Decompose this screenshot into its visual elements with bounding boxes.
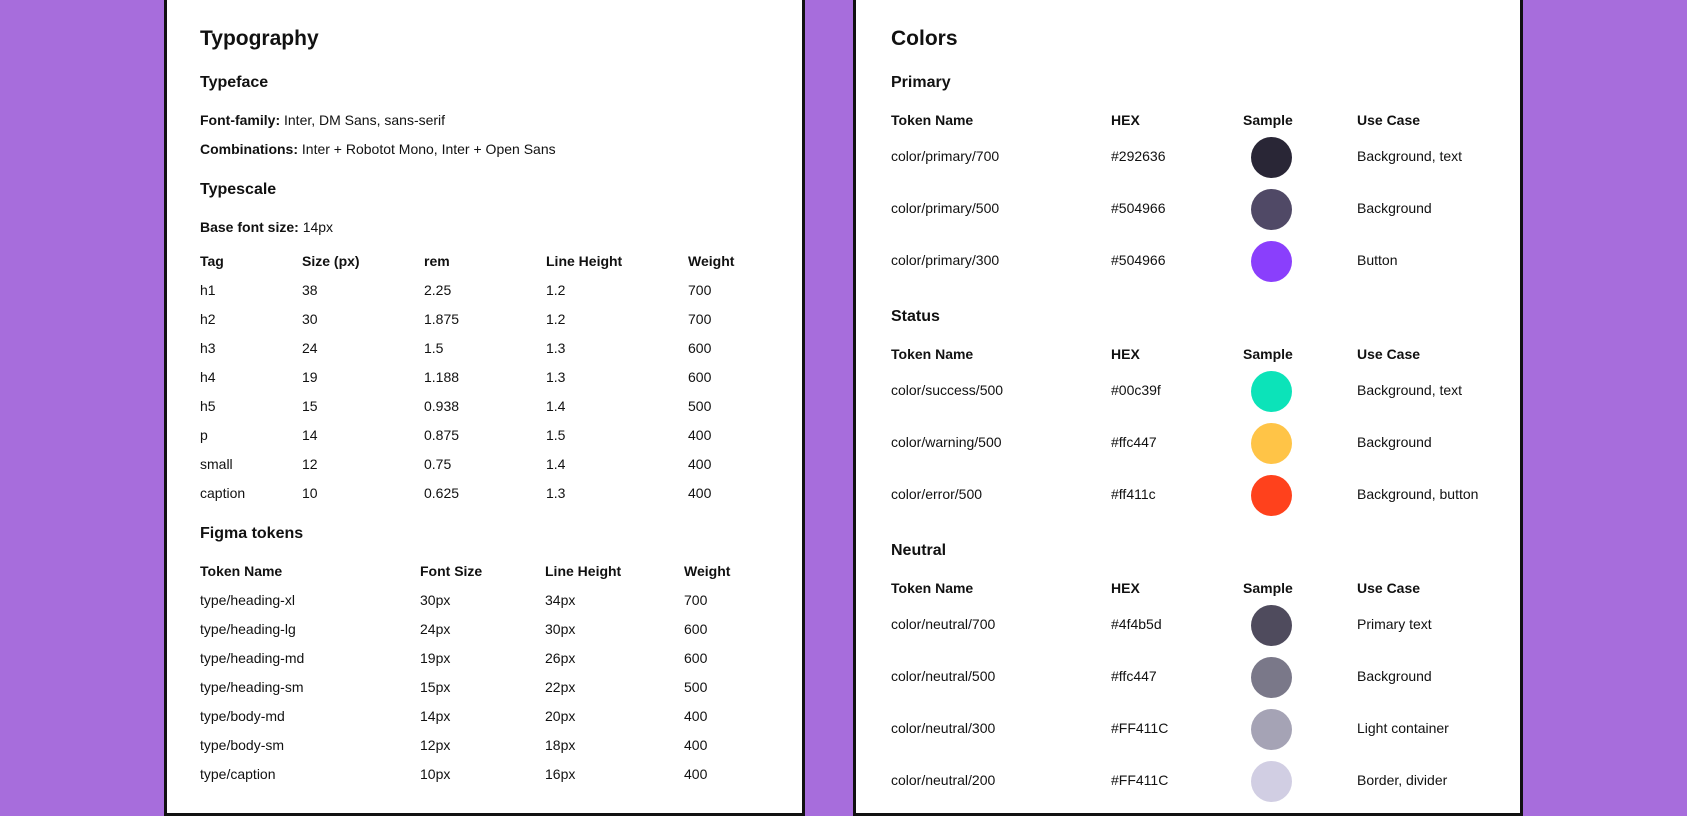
figma-token-cell: 600 — [684, 650, 708, 666]
figma-token-row — [200, 766, 760, 795]
figma-token-cell: type/heading-xl — [200, 592, 295, 608]
neutral-heading: Neutral — [891, 542, 947, 559]
figma-token-row — [200, 592, 760, 621]
typescale-row — [200, 456, 760, 485]
figma-col-font-size: Font Size — [420, 563, 483, 579]
use-case: Background, text — [1357, 382, 1463, 398]
primary-col-sample: Sample — [1243, 112, 1293, 128]
figma-token-row — [200, 708, 760, 737]
figma-token-row — [200, 679, 760, 708]
status-heading: Status — [891, 308, 940, 325]
base-font-size-value: 14px — [298, 219, 334, 235]
primary-body — [891, 132, 1511, 288]
base-font-size-line — [200, 219, 333, 235]
figma-col-line-height: Line Height — [545, 563, 622, 579]
typescale-cell: 600 — [688, 369, 712, 385]
figma-token-cell: 700 — [684, 592, 708, 608]
typescale-row — [200, 485, 760, 514]
typescale-col-weight: Weight — [688, 253, 735, 269]
typescale-cell: small — [200, 456, 233, 472]
primary-color-row — [891, 236, 1511, 288]
typescale-row — [200, 311, 760, 340]
figma-token-cell: type/body-md — [200, 708, 285, 724]
figma-token-cell: 19px — [420, 650, 451, 666]
typescale-cell: 400 — [688, 427, 712, 443]
typescale-cell: 1.3 — [546, 369, 566, 385]
typescale-cell: caption — [200, 485, 246, 501]
font-family-label: Font-family: — [200, 112, 281, 128]
typescale-cell: 1.5 — [424, 340, 444, 356]
figma-tokens-heading: Figma tokens — [200, 525, 304, 542]
typescale-cell: 24 — [302, 340, 318, 356]
color-swatch — [1251, 241, 1292, 282]
typescale-cell: 0.625 — [424, 485, 460, 501]
typescale-cell: 10 — [302, 485, 318, 501]
typescale-cell: h5 — [200, 398, 216, 414]
status-color-row — [891, 470, 1511, 522]
color-swatch — [1251, 761, 1292, 802]
typescale-cell: 1.2 — [546, 282, 566, 298]
figma-token-row — [200, 737, 760, 766]
primary-heading: Primary — [891, 74, 951, 91]
use-case: Button — [1357, 252, 1398, 268]
typography-title: Typography — [200, 27, 319, 50]
token-name: color/primary/700 — [891, 148, 1000, 164]
hex-value: #FF411C — [1111, 772, 1169, 788]
figma-token-cell: 18px — [545, 737, 576, 753]
status-col-sample: Sample — [1243, 346, 1293, 362]
figma-token-cell: 10px — [420, 766, 451, 782]
font-family-value: Inter, DM Sans, sans-serif — [280, 112, 446, 128]
typescale-cell: 600 — [688, 340, 712, 356]
typescale-cell: 1.3 — [546, 340, 566, 356]
figma-token-cell: 400 — [684, 708, 708, 724]
typescale-cell: 1.188 — [424, 369, 460, 385]
colors-panel — [853, 0, 1523, 816]
typescale-cell: 400 — [688, 485, 712, 501]
status-color-table — [891, 346, 1511, 522]
figma-token-cell: 400 — [684, 766, 708, 782]
primary-color-row — [891, 132, 1511, 184]
neutral-body — [891, 600, 1511, 808]
typescale-cell: 1.4 — [546, 456, 566, 472]
typescale-row — [200, 340, 760, 369]
typescale-cell: 12 — [302, 456, 318, 472]
typescale-row — [200, 369, 760, 398]
figma-token-cell: 30px — [420, 592, 451, 608]
hex-value: #00c39f — [1111, 382, 1161, 398]
status-col-use-case: Use Case — [1357, 346, 1421, 362]
neutral-color-row — [891, 704, 1511, 756]
token-name: color/error/500 — [891, 486, 983, 502]
typescale-cell: 19 — [302, 369, 318, 385]
use-case: Border, divider — [1357, 772, 1448, 788]
primary-col-use-case: Use Case — [1357, 112, 1421, 128]
token-name: color/success/500 — [891, 382, 1004, 398]
use-case: Background — [1357, 434, 1432, 450]
hex-value: #ffc447 — [1111, 668, 1157, 684]
figma-col-token-name: Token Name — [200, 563, 283, 579]
neutral-color-row — [891, 600, 1511, 652]
status-col-token-name: Token Name — [891, 346, 974, 362]
primary-color-row — [891, 184, 1511, 236]
typescale-row — [200, 282, 760, 311]
typescale-cell: 400 — [688, 456, 712, 472]
typography-panel — [164, 0, 805, 816]
typescale-cell: p — [200, 427, 208, 443]
typescale-cell: 1.875 — [424, 311, 460, 327]
figma-token-row — [200, 621, 760, 650]
hex-value: #504966 — [1111, 252, 1166, 268]
base-font-size-label: Base font size: — [200, 219, 299, 235]
neutral-col-sample: Sample — [1243, 580, 1293, 596]
figma-token-cell: 20px — [545, 708, 576, 724]
figma-token-cell: type/heading-lg — [200, 621, 296, 637]
typescale-cell: 30 — [302, 311, 318, 327]
figma-token-cell: 12px — [420, 737, 451, 753]
status-col-hex: HEX — [1111, 346, 1140, 362]
typescale-col-rem: rem — [424, 253, 450, 269]
typescale-cell: 700 — [688, 311, 712, 327]
combinations-value: Inter + Robotot Mono, Inter + Open Sans — [298, 141, 556, 157]
colors-title: Colors — [891, 27, 958, 50]
primary-header-row — [891, 112, 1511, 132]
color-swatch — [1251, 709, 1292, 750]
primary-col-token-name: Token Name — [891, 112, 974, 128]
typescale-cell: h4 — [200, 369, 216, 385]
token-name: color/neutral/300 — [891, 720, 996, 736]
figma-token-cell: 500 — [684, 679, 708, 695]
use-case: Background — [1357, 668, 1432, 684]
neutral-col-use-case: Use Case — [1357, 580, 1421, 596]
typescale-body — [200, 282, 760, 514]
neutral-color-row — [891, 756, 1511, 808]
typescale-row — [200, 398, 760, 427]
typescale-cell: 14 — [302, 427, 318, 443]
figma-token-cell: 30px — [545, 621, 576, 637]
color-swatch — [1251, 657, 1292, 698]
status-color-row — [891, 418, 1511, 470]
hex-value: #4f4b5d — [1111, 616, 1162, 632]
color-swatch — [1251, 137, 1292, 178]
hex-value: #504966 — [1111, 200, 1166, 216]
token-name: color/primary/500 — [891, 200, 1000, 216]
neutral-col-hex: HEX — [1111, 580, 1140, 596]
token-name: color/neutral/700 — [891, 616, 996, 632]
figma-token-cell: type/heading-md — [200, 650, 305, 666]
neutral-header-row — [891, 580, 1511, 600]
color-swatch — [1251, 605, 1292, 646]
hex-value: #ffc447 — [1111, 434, 1157, 450]
typescale-cell: 1.5 — [546, 427, 566, 443]
hex-value: #ff411c — [1111, 486, 1156, 502]
typescale-table — [200, 253, 760, 514]
typescale-row — [200, 427, 760, 456]
token-name: color/warning/500 — [891, 434, 1002, 450]
figma-token-cell: 34px — [545, 592, 576, 608]
figma-token-cell: 14px — [420, 708, 451, 724]
typescale-cell: h3 — [200, 340, 216, 356]
primary-color-table — [891, 112, 1511, 288]
typescale-col-line-height: Line Height — [546, 253, 623, 269]
token-name: color/primary/300 — [891, 252, 1000, 268]
combinations-line — [200, 141, 556, 157]
hex-value: #292636 — [1111, 148, 1166, 164]
status-header-row — [891, 346, 1511, 366]
status-body — [891, 366, 1511, 522]
figma-token-cell: 22px — [545, 679, 576, 695]
figma-tokens-table — [200, 563, 760, 795]
color-swatch — [1251, 371, 1292, 412]
typescale-cell: 0.875 — [424, 427, 460, 443]
neutral-col-token-name: Token Name — [891, 580, 974, 596]
typescale-heading: Typescale — [200, 181, 277, 198]
figma-col-weight: Weight — [684, 563, 731, 579]
figma-token-cell: 26px — [545, 650, 576, 666]
typescale-col-tag: Tag — [200, 253, 224, 269]
color-swatch — [1251, 189, 1292, 230]
typescale-cell: h2 — [200, 311, 216, 327]
figma-tokens-body — [200, 592, 760, 795]
figma-token-cell: type/caption — [200, 766, 276, 782]
typescale-cell: 1.2 — [546, 311, 566, 327]
status-color-row — [891, 366, 1511, 418]
hex-value: #FF411C — [1111, 720, 1169, 736]
typescale-cell: 0.75 — [424, 456, 452, 472]
figma-token-cell: 16px — [545, 766, 576, 782]
figma-token-cell: type/body-sm — [200, 737, 285, 753]
typescale-cell: 1.3 — [546, 485, 566, 501]
neutral-color-row — [891, 652, 1511, 704]
figma-token-cell: 15px — [420, 679, 451, 695]
combinations-label: Combinations: — [200, 141, 298, 157]
typescale-cell: 1.4 — [546, 398, 566, 414]
typescale-cell: 38 — [302, 282, 318, 298]
use-case: Background, button — [1357, 486, 1479, 502]
figma-token-cell: 24px — [420, 621, 451, 637]
typescale-col-size: Size (px) — [302, 253, 360, 269]
figma-tokens-header-row — [200, 563, 760, 592]
typescale-cell: 500 — [688, 398, 712, 414]
figma-token-row — [200, 650, 760, 679]
typescale-cell: 700 — [688, 282, 712, 298]
use-case: Background — [1357, 200, 1432, 216]
use-case: Primary text — [1357, 616, 1432, 632]
color-swatch — [1251, 475, 1292, 516]
typescale-cell: 0.938 — [424, 398, 460, 414]
figma-token-cell: type/heading-sm — [200, 679, 304, 695]
color-swatch — [1251, 423, 1292, 464]
font-family-line — [200, 112, 445, 128]
use-case: Light container — [1357, 720, 1449, 736]
neutral-color-table — [891, 580, 1511, 808]
token-name: color/neutral/200 — [891, 772, 996, 788]
typescale-cell: 2.25 — [424, 282, 452, 298]
primary-col-hex: HEX — [1111, 112, 1140, 128]
typescale-cell: h1 — [200, 282, 216, 298]
figma-token-cell: 600 — [684, 621, 708, 637]
typescale-cell: 15 — [302, 398, 318, 414]
token-name: color/neutral/500 — [891, 668, 996, 684]
typeface-heading: Typeface — [200, 74, 269, 91]
figma-token-cell: 400 — [684, 737, 708, 753]
typescale-header-row — [200, 253, 760, 282]
use-case: Background, text — [1357, 148, 1463, 164]
